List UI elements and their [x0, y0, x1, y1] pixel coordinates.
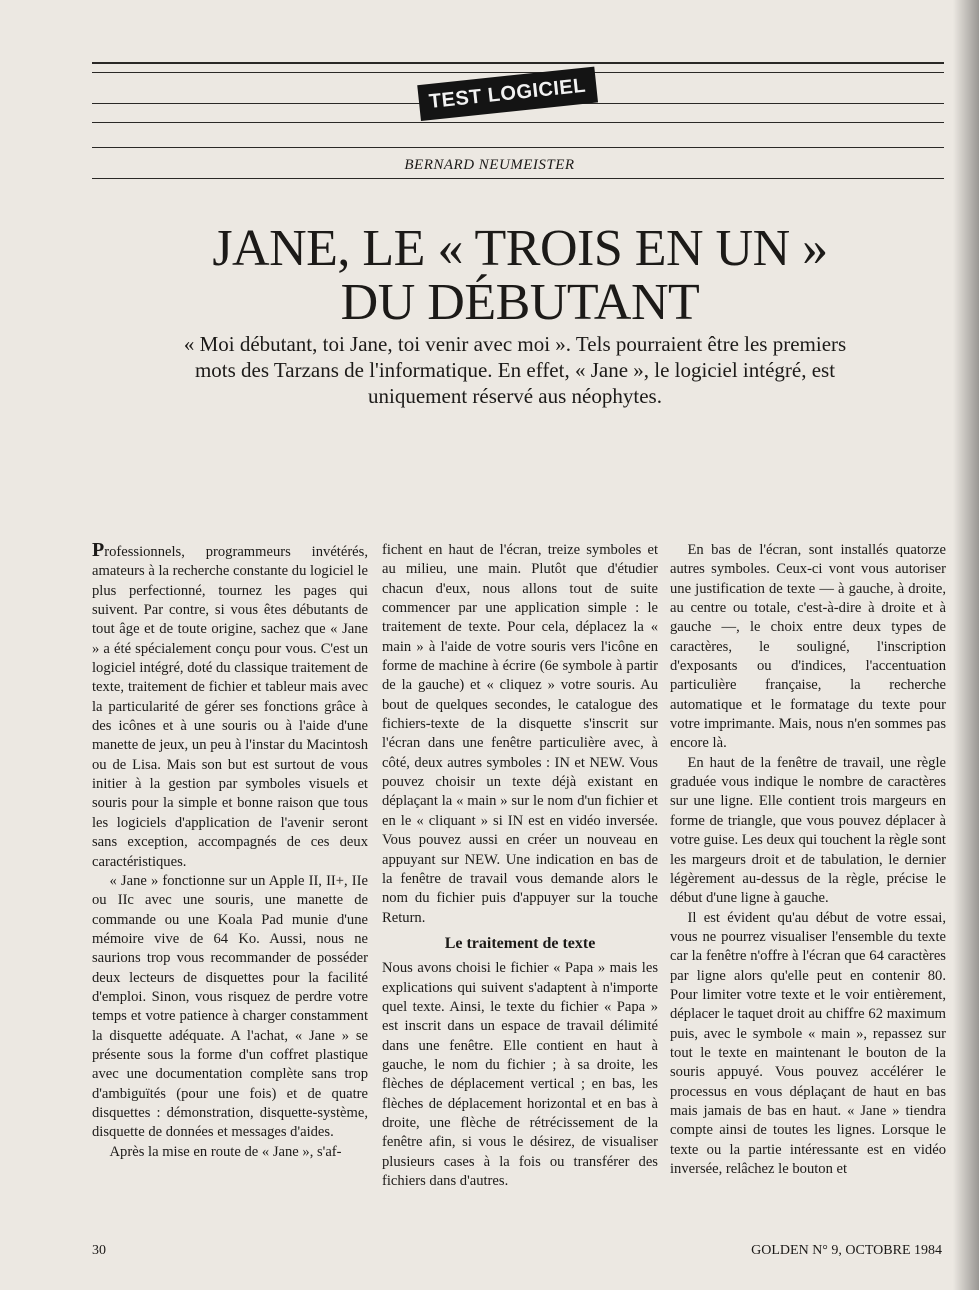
paragraph: Après la mise en route de « Jane », s'af-	[109, 1143, 342, 1160]
article-lead: « Moi débutant, toi Jane, toi venir avec moi ». Tels pourraient être les premiers mots des Tarzans de l'informatique. En effet, « Jane », le logiciel intégré, est uniquement réservé aus néophytes.	[183, 332, 847, 408]
drop-cap: P	[92, 539, 105, 561]
article-title	[60, 222, 979, 330]
column-1	[92, 541, 368, 1162]
rubric-badge: TEST LOGICIEL	[417, 67, 597, 121]
paragraph: fichent en haut de l'écran, treize symboles et au milieu, une main. Plutôt que d'étudier chacun d'eux, nous allons tout de suite commencer par une application simple : le traitement de texte. Pour cela, déplacez la « main » à l'aide de votre souris vers l'icône en forme de machine à écrire (6e symbole à partir de la gauche) et « cliquez » votre souris. Au bout de quelques secondes, le catalogue des fichiers-texte de la disquette s'inscrit sur l'écran dans une fenêtre particulière avec, à côté, deux autres symboles : IN et NEW. Vous pouvez choisir un texte déjà existant en déplaçant la « main » sur le nom d'un fichier et en le « cliquant » si IN est en vidéo inversée. Vous pouvez aussi en créer un nouveau en appuyant sur NEW. Une indication en bas de la fenêtre de travail vous demande alors le nom du fichier puis d'appuyer sur la touche Return.	[382, 542, 658, 926]
page-number: 30	[92, 1243, 106, 1258]
header-rule	[92, 72, 944, 73]
paragraph: Il est évident qu'au début de votre essai, vous ne pourrez visualiser l'ensemble du texte car la fenêtre n'offre à l'écran que 64 caractères par ligne alors qu'elle peut en contenir 80. Pour limiter votre texte et le voir entièrement, déplacer le taquet droit au chiffre 62 maximum puis, avec le symbole « main », repassez sur tout le texte en maintenant le bouton de la souris appuyé. Vous pouvez accélérer le processus en vous déplaçant de haut en bas mais jamais de bas en haut. « Jane » tiendra compte ainsi de toutes les lignes. Lorsque le texte ou la partie intéressante est en vidéo inversée, relâchez le bouton et	[670, 909, 946, 1177]
paragraph: Nous avons choisi le fichier « Papa » mais les explications qui suivent s'adaptent à n'importe quel texte. Ainsi, le texte du fichier « Papa » est inscrit dans un espace de travail délimité dans une fenêtre. Elle contient en haut à gauche, le nom du fichier ; à sa droite, les flèches de déplacement vertical ; en bas, les flèches de déplacement horizontal et en bas à droite, une flèche de rétrécissement de la fenêtre afin, si vous le désirez, de visualiser plusieurs cases à la fois ou transférer des fichiers dans d'autres.	[382, 960, 658, 1189]
header-rule	[92, 122, 944, 123]
issue-info: GOLDEN N° 9, OCTOBRE 1984	[751, 1243, 942, 1258]
paragraph: En bas de l'écran, sont installés quatorze autres symboles. Ceux-ci vont vous autoriser une justification de texte — à gauche, à droite, au centre ou totale, c'est-à-dire à droite et à gauche —, le choix entre deux types de caractères, le souligné, l'inscription d'exposants ou d'indices, l'accentuation particulière française, la recherche automatique et le formatage du texte pour votre imprimante. Mais, nous n'en sommes pas encore là.	[670, 542, 946, 752]
header-rule	[92, 147, 944, 148]
column-3	[670, 541, 946, 1179]
paragraph: En haut de la fenêtre de travail, une règle graduée vous indique le nombre de caractères sur une ligne. Elle contient trois margeurs en forme de triangle, que vous pouvez déplacer à votre guise. Les deux qui touchent la règle sont les margeurs droit et de tabulation, le dernier légèrement au-dessus de la règle, précise le début d'une ligne à gauche.	[670, 754, 946, 907]
section-heading: Le traitement de texte	[444, 934, 596, 952]
header-rule	[92, 178, 944, 179]
title-line-2: DU DÉBUTANT	[340, 274, 700, 331]
column-2	[382, 541, 658, 1191]
page-edge-shadow	[953, 0, 979, 1290]
header-rule	[92, 62, 944, 64]
title-line-1: JANE, LE « TROIS EN UN »	[212, 220, 828, 277]
paragraph	[92, 541, 368, 872]
paragraph-text: rofessionnels, programmeurs invétérés, amateurs à la recherche constante du logiciel le plus perfectionné, tournez les pages qui suivent. Par contre, si vous êtes débutants de tout âge et de toute origine, sachez que « Jane » a été spécialement conçu pour vous. C'est un logiciel intégré, doté du classique traitement de texte, traitement de fichier et tableur mais avec la particularité de gérer ses fonctions grâce à des icônes et à une souris ou à l'aide d'une manette de jeux, un peu à l'instar du Macintosh ou de Lisa. Mais son but est surtout de vous initier à la gestion par symboles visuels et souris pour la simple et bonne raison que tous les logiciels d'application de l'avenir seront sans exception, accompagnés de ces deux caractéristiques.	[92, 544, 368, 870]
paragraph: « Jane » fonctionne sur un Apple II, II+, IIe ou IIc avec une souris, une manette de commande ou une Koala Pad munie d'une mémoire vive de 64 Ko. Aussi, nous ne saurions trop vous recommander de posséder deux lecteurs de disquettes pour la facilité d'emploi. Sinon, vous risquez de perdre votre temps et votre patience à charger constamment la disquette adéquate. A l'achat, « Jane » se présente sous la forme d'un coffret plastique avec une documentation complète sans trop d'ambiguïtés (pour une fois) et de quatre disquettes : démonstration, disquette-système, disquette de données et messages d'aides.	[92, 872, 368, 1141]
author-byline: BERNARD NEUMEISTER	[404, 157, 575, 173]
